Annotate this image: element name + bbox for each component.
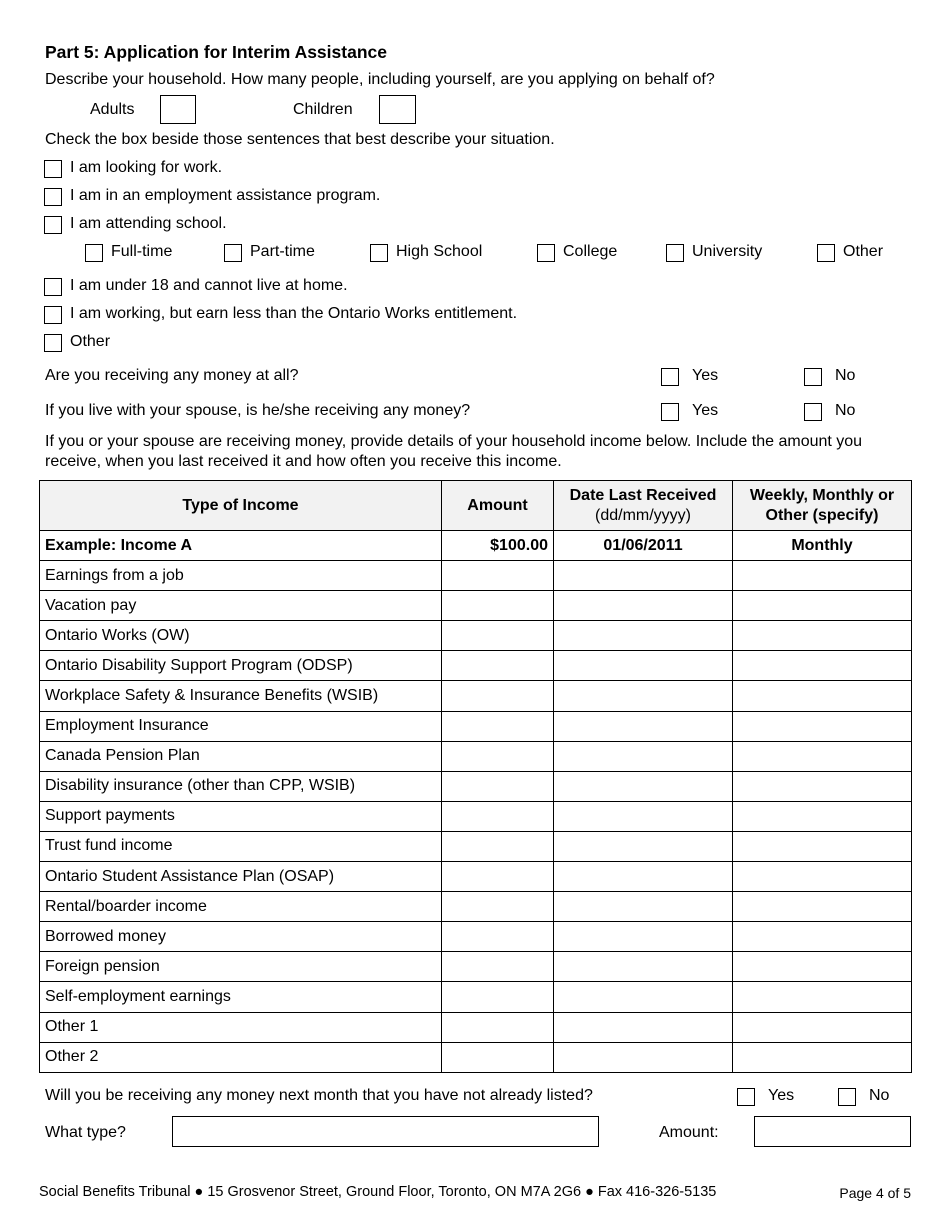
under-18-label: I am under 18 and cannot live at home. [70, 277, 348, 294]
next-month-no-checkbox[interactable] [838, 1088, 856, 1106]
frequency-cell[interactable] [733, 711, 912, 741]
date-cell[interactable] [554, 561, 733, 591]
table-row [40, 922, 912, 952]
income-type-cell: Rental/boarder income [40, 892, 442, 922]
amount-cell[interactable] [442, 801, 554, 831]
next-month-yes-label: Yes [768, 1087, 795, 1104]
amount-cell[interactable] [442, 591, 554, 621]
header-amount: Amount [442, 481, 554, 531]
spouse-money-question: If you live with your spouse, is he/she receiving any money? [45, 402, 471, 419]
income-table-header [40, 481, 912, 531]
amount-field[interactable] [754, 1116, 911, 1147]
university-checkbox[interactable] [666, 244, 684, 262]
example-frequency: Monthly [733, 531, 912, 561]
what-type-label: What type? [45, 1124, 126, 1141]
high-school-label: High School [396, 243, 483, 260]
income-type-cell: Earnings from a job [40, 561, 442, 591]
under-18-checkbox[interactable] [44, 278, 62, 296]
table-row [40, 892, 912, 922]
frequency-cell[interactable] [733, 892, 912, 922]
amount-cell[interactable] [442, 922, 554, 952]
frequency-cell[interactable] [733, 561, 912, 591]
frequency-cell[interactable] [733, 862, 912, 892]
example-row [40, 531, 912, 561]
income-type-cell: Foreign pension [40, 952, 442, 982]
situation-other-label: Other [70, 333, 111, 350]
university-label: University [692, 243, 763, 260]
spouse-money-yes-checkbox[interactable] [661, 403, 679, 421]
income-instruction: If you or your spouse are receiving money, provide details of your household income below. Include the amount you receive, when you last received it and how often you receive this income. [45, 433, 863, 470]
frequency-cell[interactable] [733, 621, 912, 651]
what-type-field[interactable] [172, 1116, 599, 1147]
children-count-field[interactable] [379, 95, 416, 124]
example-date: 01/06/2011 [554, 531, 733, 561]
date-cell[interactable] [554, 681, 733, 711]
part-time-checkbox[interactable] [224, 244, 242, 262]
income-type-cell: Borrowed money [40, 922, 442, 952]
household-question: Describe your household. How many people, including yourself, are you applying on behalf of? [45, 71, 715, 88]
income-type-cell: Employment Insurance [40, 711, 442, 741]
situation-other-checkbox[interactable] [44, 334, 62, 352]
income-type-cell: Canada Pension Plan [40, 741, 442, 771]
date-cell[interactable] [554, 621, 733, 651]
amount-cell[interactable] [442, 771, 554, 801]
table-row [40, 711, 912, 741]
high-school-checkbox[interactable] [370, 244, 388, 262]
receiving-money-no-checkbox[interactable] [804, 368, 822, 386]
situation-instruction: Check the box beside those sentences that best describe your situation. [45, 131, 555, 148]
page-number: Page 4 of 5 [839, 1185, 911, 1201]
receiving-money-yes-label: Yes [692, 367, 719, 384]
college-label: College [563, 243, 618, 260]
receiving-money-yes-checkbox[interactable] [661, 368, 679, 386]
date-cell[interactable] [554, 862, 733, 892]
amount-cell[interactable] [442, 892, 554, 922]
date-cell[interactable] [554, 741, 733, 771]
amount-cell[interactable] [442, 711, 554, 741]
income-type-cell: Other 2 [40, 1042, 442, 1072]
date-cell[interactable] [554, 711, 733, 741]
looking-for-work-label: I am looking for work. [70, 159, 223, 176]
employment-program-checkbox[interactable] [44, 188, 62, 206]
frequency-cell[interactable] [733, 591, 912, 621]
frequency-cell[interactable] [733, 1042, 912, 1072]
table-row [40, 1042, 912, 1072]
working-less-label: I am working, but earn less than the Ontario Works entitlement. [70, 305, 518, 322]
amount-cell[interactable] [442, 982, 554, 1012]
date-cell[interactable] [554, 982, 733, 1012]
receiving-money-no-label: No [835, 367, 856, 384]
table-row [40, 591, 912, 621]
table-row [40, 651, 912, 681]
income-type-cell: Trust fund income [40, 831, 442, 861]
part-time-label: Part-time [250, 243, 315, 260]
college-checkbox[interactable] [537, 244, 555, 262]
frequency-cell[interactable] [733, 831, 912, 861]
date-cell[interactable] [554, 1042, 733, 1072]
income-type-cell: Ontario Works (OW) [40, 621, 442, 651]
amount-cell[interactable] [442, 862, 554, 892]
frequency-cell[interactable] [733, 982, 912, 1012]
amount-cell[interactable] [442, 952, 554, 982]
children-label: Children [293, 101, 353, 118]
income-type-cell: Ontario Disability Support Program (ODSP) [40, 651, 442, 681]
next-month-no-label: No [869, 1087, 890, 1104]
table-row [40, 771, 912, 801]
full-time-label: Full-time [111, 243, 173, 260]
amount-cell[interactable] [442, 1042, 554, 1072]
date-cell[interactable] [554, 952, 733, 982]
looking-for-work-checkbox[interactable] [44, 160, 62, 178]
income-type-cell: Ontario Student Assistance Plan (OSAP) [40, 862, 442, 892]
next-month-question: Will you be receiving any money next month that you have not already listed? [45, 1087, 593, 1104]
table-row [40, 952, 912, 982]
amount-cell[interactable] [442, 561, 554, 591]
amount-label: Amount: [659, 1124, 719, 1141]
school-other-label: Other [843, 243, 884, 260]
amount-cell[interactable] [442, 831, 554, 861]
table-row [40, 1012, 912, 1042]
income-table [39, 480, 912, 1073]
employment-program-label: I am in an employment assistance program. [70, 187, 381, 204]
adults-count-field[interactable] [160, 95, 196, 124]
table-row [40, 831, 912, 861]
working-less-checkbox[interactable] [44, 306, 62, 324]
date-cell[interactable] [554, 591, 733, 621]
header-date: Date Last Received (dd/mm/yyyy) [554, 481, 733, 531]
frequency-cell[interactable] [733, 771, 912, 801]
date-cell[interactable] [554, 651, 733, 681]
school-other-checkbox[interactable] [817, 244, 835, 262]
date-cell[interactable] [554, 922, 733, 952]
spouse-money-no-checkbox[interactable] [804, 403, 822, 421]
table-row [40, 982, 912, 1012]
date-cell[interactable] [554, 801, 733, 831]
frequency-cell[interactable] [733, 681, 912, 711]
income-type-cell: Vacation pay [40, 591, 442, 621]
table-row [40, 561, 912, 591]
table-row [40, 621, 912, 651]
amount-cell[interactable] [442, 651, 554, 681]
section-title: Part 5: Application for Interim Assistance [45, 42, 387, 62]
income-type-cell: Support payments [40, 801, 442, 831]
frequency-cell[interactable] [733, 801, 912, 831]
date-cell[interactable] [554, 1012, 733, 1042]
spouse-money-yes-label: Yes [692, 402, 719, 419]
income-type-cell: Other 1 [40, 1012, 442, 1042]
example-amount: $100.00 [442, 531, 554, 561]
table-row [40, 741, 912, 771]
spouse-money-no-label: No [835, 402, 856, 419]
date-cell[interactable] [554, 771, 733, 801]
table-row [40, 801, 912, 831]
frequency-cell[interactable] [733, 651, 912, 681]
table-row [40, 862, 912, 892]
frequency-cell[interactable] [733, 1012, 912, 1042]
footer-address: Social Benefits Tribunal ● 15 Grosvenor Street, Ground Floor, Toronto, ON M7A 2G6 ● Fax 416-326-5135 [39, 1184, 717, 1200]
amount-cell[interactable] [442, 681, 554, 711]
amount-cell[interactable] [442, 621, 554, 651]
receiving-money-question: Are you receiving any money at all? [45, 367, 299, 384]
header-type: Type of Income [40, 481, 442, 531]
full-time-checkbox[interactable] [85, 244, 103, 262]
frequency-cell[interactable] [733, 922, 912, 952]
next-month-yes-checkbox[interactable] [737, 1088, 755, 1106]
amount-cell[interactable] [442, 1012, 554, 1042]
header-frequency: Weekly, Monthly or Other (specify) [733, 481, 912, 531]
attending-school-label: I am attending school. [70, 215, 227, 232]
date-cell[interactable] [554, 831, 733, 861]
income-type-cell: Disability insurance (other than CPP, WSIB) [40, 771, 442, 801]
date-cell[interactable] [554, 892, 733, 922]
attending-school-checkbox[interactable] [44, 216, 62, 234]
frequency-cell[interactable] [733, 952, 912, 982]
frequency-cell[interactable] [733, 741, 912, 771]
income-type-cell: Self-employment earnings [40, 982, 442, 1012]
amount-cell[interactable] [442, 741, 554, 771]
income-type-cell: Workplace Safety & Insurance Benefits (WSIB) [40, 681, 442, 711]
example-type: Example: Income A [40, 531, 442, 561]
adults-label: Adults [90, 101, 135, 118]
table-row [40, 681, 912, 711]
